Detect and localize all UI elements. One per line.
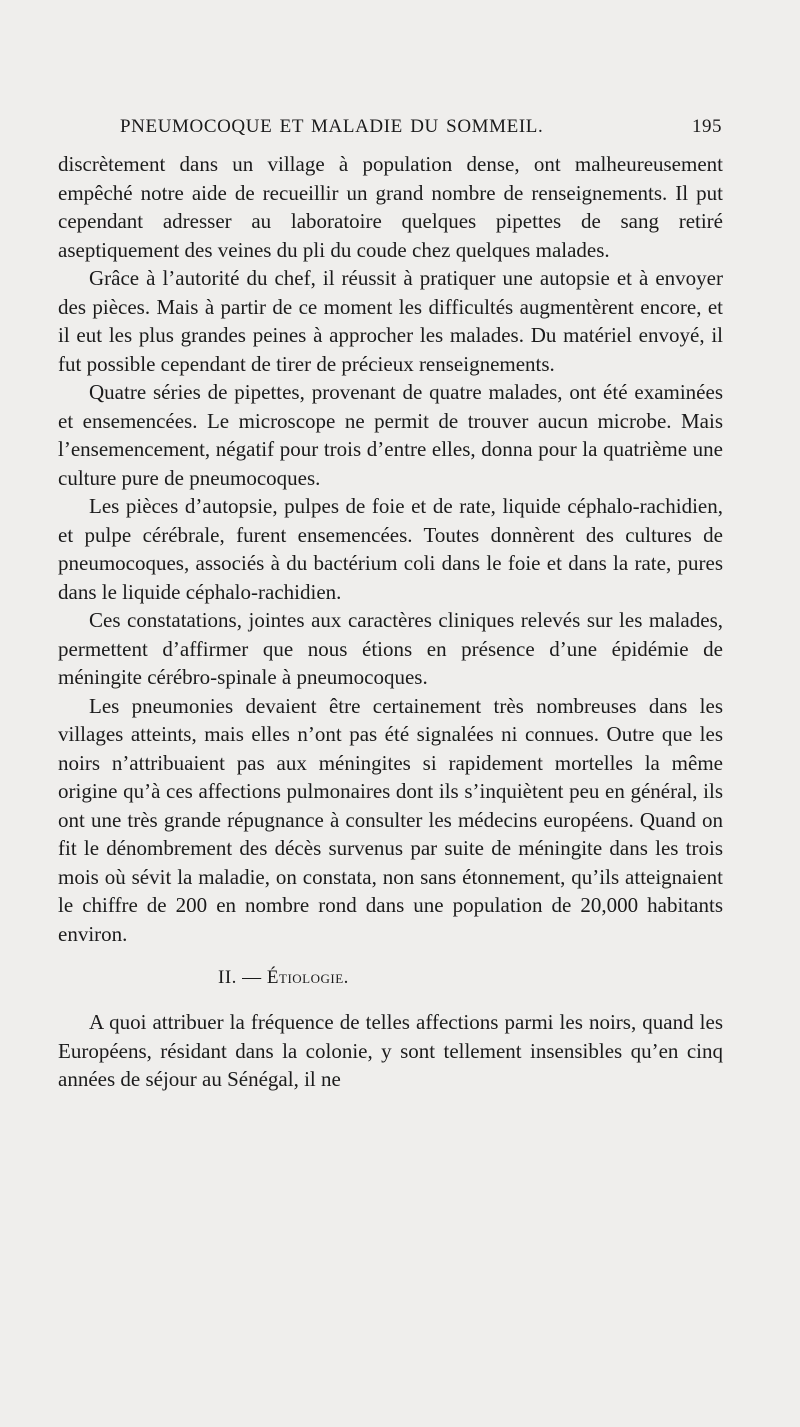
paragraph-pneumonies: Les pneumonies devaient être certainement très nombreuses dans les villages atteints, mais elles n’ont pas été signalées ni connues. Outre que les noirs n’attribuaient pas aux méningites si rapidement mortelles la même origine qu’à ces affections pulmonaires dont ils s’inquiètent peu en général, ils ont une très grande répugnance à consulter les médecins européens. Quand on fit le dénombrement des décès survenus par suite de méningite dans les trois mois où sévit la maladie, on constata, non sans étonnement, qu’ils atteignaient le chiffre de 200 en nombre rond dans une population de 20,000 habitants environ. [58,693,723,946]
running-head [120,116,722,142]
section-title: Étiologie. [266,967,349,988]
paragraph-continued: discrètement dans un village à population dense, ont malheureusement empêché notre aide de recueillir un grand nombre de renseignements. Il put cependant adresser au laboratoire quelques pipettes de sang retiré aseptiquement des veines du pli du coude chez quelques malades. [58,152,723,262]
running-title: PNEUMOCOQUE ET MALADIE DU SOMMEIL. [120,116,544,137]
paragraph-constatations: Ces constatations, jointes aux caractères cliniques relevés sur les malades, permettent d’affirmer que nous étions en présence d’une épidémie de méningite cérébro-spinale à pneumocoques. [58,608,723,689]
paragraph-pipettes: Quatre séries de pipettes, provenant de quatre malades, ont été examinées et ensemencées. Le microscope ne permit de trouver aucun microbe. Mais l’ensemencement, négatif pour trois d’entre elles, donna pour la quatrième une culture pure de pneumocoques. [58,380,723,490]
section-heading-etiologie [58,964,723,992]
section-numeral: II. — [218,967,262,988]
body-text [58,150,723,1094]
paragraph-autopsie: Grâce à l’autorité du chef, il réussit à pratiquer une autopsie et à envoyer des pièces. Mais à partir de ce moment les difficultés augmentèrent encore, et il eut les plus grandes peines à approcher les malades. Du matériel envoyé, il fut possible cependant de tirer de précieux renseignements. [58,266,723,376]
paragraph-etiologie: A quoi attribuer la fréquence de telles affections parmi les noirs, quand les Européens, résidant dans la colonie, y sont tellement insensibles qu’en cinq années de séjour au Sénégal, il ne [58,1010,723,1091]
paragraph-pieces-autopsie: Les pièces d’autopsie, pulpes de foie et de rate, liquide céphalo-rachidien, et pulpe cérébrale, furent ensemencées. Toutes donnèrent des cultures de pneumocoques, associés à du bactérium coli dans le foie et dans la rate, pures dans le liquide céphalo-rachidien. [58,494,723,604]
page-number: 195 [692,116,722,137]
